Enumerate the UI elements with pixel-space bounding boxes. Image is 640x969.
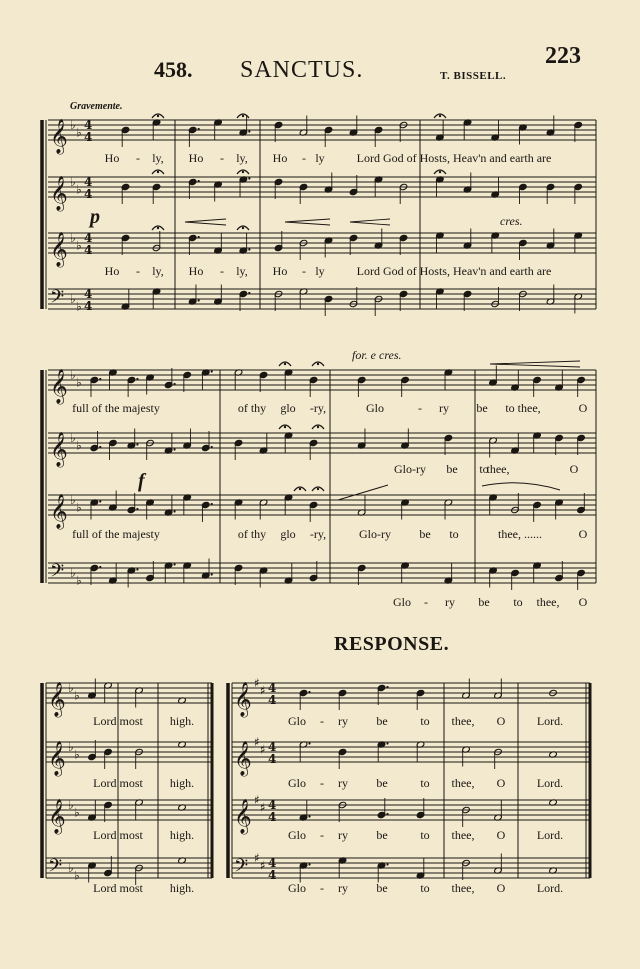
lyric-syllable: to (420, 828, 430, 842)
sharp-icon: ♯ (260, 858, 266, 873)
sharp-icon: ♯ (260, 800, 266, 815)
fermata-icon (439, 115, 441, 117)
lyric-syllable: thee, ...... (498, 527, 542, 541)
slur (482, 483, 560, 490)
lyric-syllable: Glo (366, 401, 384, 415)
lyric-syllable: O (578, 527, 588, 541)
note-dot (136, 378, 138, 380)
lyric-syllable: be (478, 595, 490, 609)
flat-icon: ♭ (70, 368, 76, 382)
lyric-syllable: O (496, 776, 506, 790)
composer-name: T. BISSELL. (440, 70, 507, 82)
lyric-syllable: be (376, 828, 388, 842)
page-number: 223 (545, 43, 581, 69)
sharp-icon: ♯ (254, 793, 260, 807)
note-dot (248, 248, 250, 250)
flat-icon: ♭ (68, 740, 74, 754)
lyric-syllable: - (320, 828, 324, 842)
fermata-icon (317, 488, 319, 490)
time-signature-numerator: 4 (84, 118, 93, 132)
lyric-syllable: be (476, 401, 488, 415)
note-dot (173, 448, 175, 450)
lyric-syllable: thee, (536, 595, 560, 609)
note-dot (99, 378, 101, 380)
note-dot (308, 815, 310, 817)
crescendo-hairpin (350, 219, 390, 225)
fermata-icon (317, 426, 319, 428)
lyric-syllable: Ho (272, 264, 288, 278)
flat-icon: ♭ (74, 805, 80, 820)
lyric-syllable: to (449, 527, 459, 541)
flat-icon: ♭ (70, 292, 76, 306)
note-dot (211, 573, 213, 575)
lyric-syllable: ly (315, 264, 325, 278)
fermata-icon (242, 227, 244, 229)
bass-clef-icon: 𝄢 (48, 856, 63, 881)
time-signature-denominator: 4 (84, 243, 93, 257)
treble-clef-icon: 𝄞 (50, 432, 68, 467)
note-dot (248, 292, 250, 294)
lyric-syllable: -ry, (309, 527, 327, 541)
flat-icon: ♭ (70, 175, 76, 189)
lyric-syllable: high. (169, 828, 195, 842)
bass-clef-icon: 𝄢 (50, 287, 65, 312)
fermata-icon (157, 115, 159, 117)
fermata-icon (242, 115, 244, 117)
fermata-icon (157, 227, 159, 229)
note-dot (173, 563, 175, 565)
flat-icon: ♭ (68, 681, 74, 695)
sharp-icon: ♯ (260, 742, 266, 757)
crescendo-hairpin (185, 219, 226, 225)
lyric-syllable: ry (338, 881, 348, 895)
note-dot (99, 500, 101, 502)
lyric-syllable: be (376, 881, 388, 895)
lyric-syllable: to (513, 595, 523, 609)
lyric-syllable: Ho (104, 264, 120, 278)
time-signature-denominator: 4 (84, 187, 93, 201)
lyric-syllable: Glo (288, 881, 306, 895)
lyric-syllable: O (569, 462, 579, 476)
time-signature-numerator: 4 (84, 175, 93, 189)
tempo-marking: Gravemente. (70, 101, 123, 112)
lyric-syllable: ly, (152, 264, 164, 278)
lyric-syllable: Ho (104, 151, 120, 165)
time-signature-denominator: 4 (268, 868, 277, 882)
lyric-syllable: O (578, 595, 588, 609)
note-dot (136, 568, 138, 570)
treble-clef-icon: 𝄞 (50, 119, 68, 154)
lyric-syllable: - (424, 595, 428, 609)
lyric-syllable: thee, (451, 828, 475, 842)
lyric-syllable: Lord most (93, 776, 143, 790)
flat-icon: ♭ (76, 500, 82, 515)
lyric-syllable: thee, (486, 462, 510, 476)
flat-icon: ♭ (74, 747, 80, 762)
note-dot (198, 299, 200, 301)
lyric-syllable: be (376, 714, 388, 728)
lyric-syllable: ry (445, 595, 455, 609)
lyric-syllable: - (418, 401, 422, 415)
lyric-syllable: ry (338, 714, 348, 728)
lyric-syllable: thee, (451, 776, 475, 790)
fermata-icon (317, 363, 319, 365)
note-dot (248, 177, 250, 179)
lyric-syllable: O (496, 881, 506, 895)
treble-clef-icon: 𝄞 (50, 232, 68, 267)
treble-clef-icon: 𝄞 (50, 176, 68, 211)
treble-clef-icon: 𝄞 (234, 741, 252, 776)
lyric-syllable: high. (169, 881, 195, 895)
dynamic-piano: p (90, 206, 100, 228)
note-dot (198, 180, 200, 182)
time-signature-denominator: 4 (268, 810, 277, 824)
flat-icon: ♭ (76, 375, 82, 390)
run-beam (338, 485, 388, 500)
lyric-syllable: be (446, 462, 458, 476)
treble-clef-icon: 𝄞 (48, 741, 66, 776)
lyric-syllable: - (302, 264, 306, 278)
treble-clef-icon: 𝄞 (48, 799, 66, 834)
note-dot (99, 446, 101, 448)
note-dot (198, 128, 200, 130)
lyric-syllable: thee, (451, 714, 475, 728)
lyric-syllable: Lord most (93, 828, 143, 842)
lyric-syllable: Ho (188, 151, 204, 165)
lyric-syllable: Lord God of Hosts, Heav'n and earth are (356, 264, 552, 278)
sharp-icon: ♯ (254, 851, 260, 865)
flat-icon: ♭ (70, 231, 76, 245)
sharp-icon: ♯ (260, 683, 266, 698)
note-dot (136, 508, 138, 510)
lyric-syllable: - (220, 151, 224, 165)
lyric-syllable: O (578, 401, 588, 415)
bass-clef-icon: 𝄢 (234, 856, 249, 881)
lyric-syllable: Lord. (536, 881, 564, 895)
lyric-syllable: ry (338, 776, 348, 790)
flat-icon: ♭ (68, 861, 74, 875)
note-dot (99, 566, 101, 568)
note-dot (173, 510, 175, 512)
lyric-syllable: to (420, 714, 430, 728)
note-dot (386, 863, 388, 865)
time-signature-numerator: 4 (268, 798, 277, 812)
flat-icon: ♭ (76, 182, 82, 197)
lyric-syllable: Lord. (536, 828, 564, 842)
lyric-syllable: Glo (288, 828, 306, 842)
lyric-syllable: ry (439, 401, 449, 415)
lyric-syllable: Lord. (536, 776, 564, 790)
lyric-syllable: ly, (236, 151, 248, 165)
lyric-syllable: - (136, 151, 140, 165)
lyric-syllable: to (479, 462, 489, 476)
lyric-syllable: be (376, 776, 388, 790)
lyric-syllable: of thy (237, 527, 267, 541)
flat-icon: ♭ (70, 431, 76, 445)
lyric-syllable: ry (338, 828, 348, 842)
fermata-icon (299, 488, 301, 490)
lyric-syllable: - (320, 881, 324, 895)
lyric-syllable: Glo (393, 595, 411, 609)
lyric-syllable: Glo (288, 776, 306, 790)
flat-icon: ♭ (76, 125, 82, 140)
note-dot (308, 742, 310, 744)
sharp-icon: ♯ (254, 676, 260, 690)
time-signature-numerator: 4 (268, 740, 277, 754)
dynamic-crescendo: cres. (500, 214, 523, 228)
note-dot (308, 863, 310, 865)
time-signature-denominator: 4 (268, 693, 277, 707)
lyric-syllable: - (302, 151, 306, 165)
flat-icon: ♭ (76, 299, 82, 314)
hymn-title: SANCTUS. (240, 57, 364, 83)
treble-clef-icon: 𝄞 (50, 494, 68, 529)
crescendo-hairpin (490, 361, 580, 367)
lyric-syllable: of thy (237, 401, 267, 415)
lyric-syllable: to (420, 881, 430, 895)
note-dot (211, 446, 213, 448)
lyric-syllable: be (419, 527, 431, 541)
note-dot (386, 813, 388, 815)
lyric-syllable: Lord most (93, 881, 143, 895)
flat-icon: ♭ (70, 118, 76, 132)
time-signature-denominator: 4 (268, 752, 277, 766)
fermata-icon (284, 426, 286, 428)
flat-icon: ♭ (68, 798, 74, 812)
fermata-icon (242, 171, 244, 173)
lyric-syllable: O (496, 714, 506, 728)
dynamic-forte: f (138, 470, 145, 492)
fermata-icon (284, 363, 286, 365)
lyric-syllable: - (220, 264, 224, 278)
note-dot (308, 691, 310, 693)
response-title: RESPONSE. (334, 633, 450, 655)
lyric-syllable: Lord. (536, 714, 564, 728)
lyric-syllable: to (420, 776, 430, 790)
lyric-syllable: glo (280, 401, 296, 415)
note-dot (386, 686, 388, 688)
time-signature-numerator: 4 (84, 231, 93, 245)
lyric-syllable: high. (169, 776, 195, 790)
flat-icon: ♭ (76, 573, 82, 588)
note-dot (211, 370, 213, 372)
fermata-icon (439, 171, 441, 173)
note-dot (198, 236, 200, 238)
lyric-syllable: - (136, 264, 140, 278)
lyric-syllable: O (496, 828, 506, 842)
flat-icon: ♭ (76, 438, 82, 453)
fermata-icon (157, 171, 159, 173)
note-dot (136, 443, 138, 445)
flat-icon: ♭ (70, 566, 76, 580)
note-dot (248, 130, 250, 132)
lyric-syllable: full of the majesty (72, 527, 160, 541)
treble-clef-icon: 𝄞 (234, 799, 252, 834)
treble-clef-icon: 𝄞 (234, 682, 252, 717)
lyric-syllable: - (320, 776, 324, 790)
flat-icon: ♭ (76, 238, 82, 253)
lyric-syllable: Glo-ry (394, 462, 426, 476)
lyric-syllable: Lord most (93, 714, 143, 728)
note-dot (386, 742, 388, 744)
crescendo-hairpin (285, 219, 330, 225)
time-signature-numerator: 4 (268, 856, 277, 870)
flat-icon: ♭ (74, 688, 80, 703)
lyric-syllable: glo (280, 527, 296, 541)
time-signature-denominator: 4 (84, 299, 93, 313)
note-dot (211, 503, 213, 505)
dynamic-forte-crescendo: for. e cres. (352, 348, 402, 362)
lyric-syllable: ly, (236, 264, 248, 278)
treble-clef-icon: 𝄞 (50, 369, 68, 404)
lyric-syllable: -ry, (309, 401, 327, 415)
bass-clef-icon: 𝄢 (50, 561, 65, 586)
lyric-syllable: to thee, (505, 401, 541, 415)
flat-icon: ♭ (70, 493, 76, 507)
lyric-syllable: Glo (288, 714, 306, 728)
lyric-syllable: ly (315, 151, 325, 165)
lyric-syllable: thee, (451, 881, 475, 895)
sharp-icon: ♯ (254, 735, 260, 749)
treble-clef-icon: 𝄞 (48, 682, 66, 717)
lyric-syllable: full of the majesty (72, 401, 160, 415)
lyric-syllable: Ho (272, 151, 288, 165)
lyric-syllable: ly, (152, 151, 164, 165)
time-signature-numerator: 4 (84, 287, 93, 301)
lyric-syllable: Glo-ry (359, 527, 391, 541)
hymn-number: 458. (154, 57, 193, 82)
time-signature-denominator: 4 (84, 130, 93, 144)
note-dot (173, 383, 175, 385)
flat-icon: ♭ (74, 868, 80, 883)
time-signature-numerator: 4 (268, 681, 277, 695)
lyric-syllable: Lord God of Hosts, Heav'n and earth are (356, 151, 552, 165)
lyric-syllable: high. (169, 714, 195, 728)
lyric-syllable: Ho (188, 264, 204, 278)
lyric-syllable: - (320, 714, 324, 728)
